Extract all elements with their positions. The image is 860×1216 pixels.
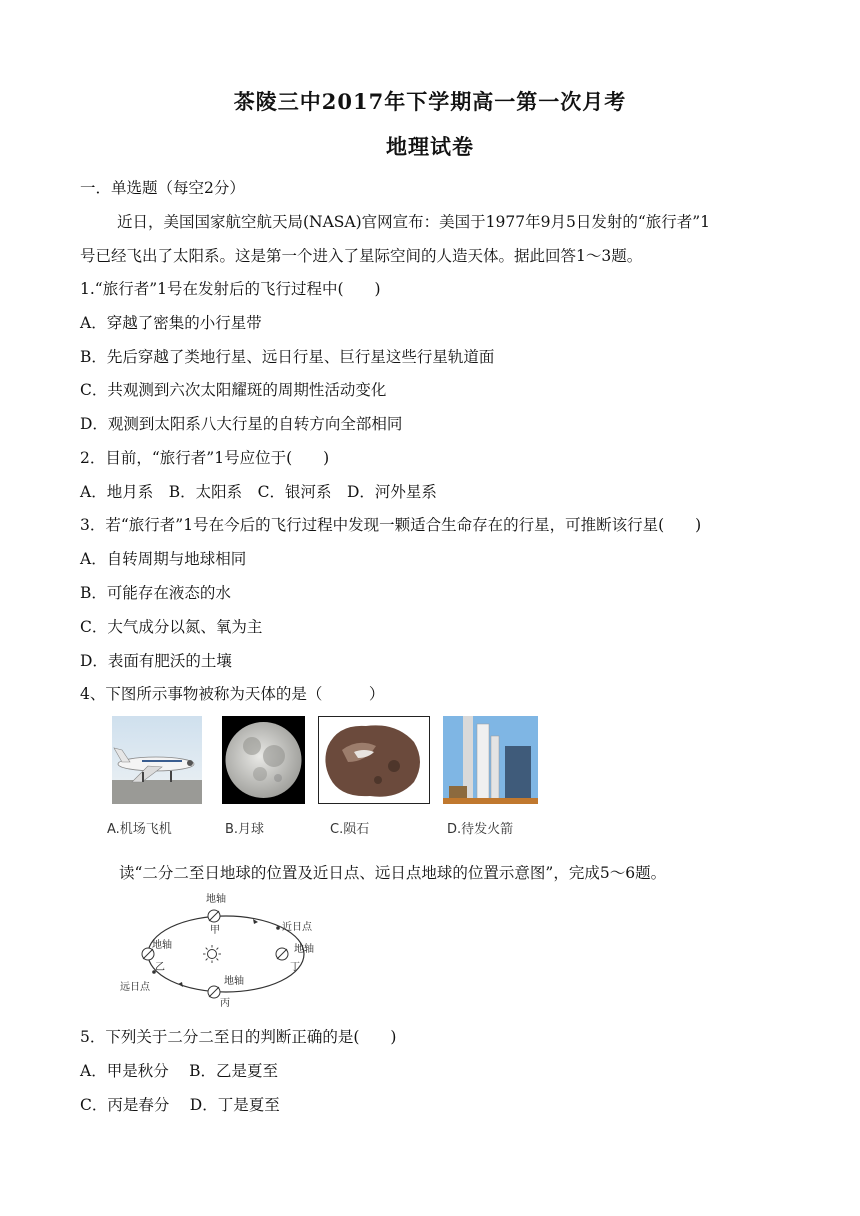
sun-icon (203, 945, 221, 963)
label-axis-top: 地轴 (206, 894, 226, 905)
label-axis-bottom: 地轴 (224, 976, 244, 987)
passage-line-2: 号已经飞出了太阳系。这是第一个进入了星际空间的人造天体。据此回答1～3题。 (80, 247, 643, 265)
label-axis-right: 地轴 (294, 944, 314, 955)
question-1-option-b: B．先后穿越了类地行星、远日行星、巨行星这些行星轨道面 (80, 348, 495, 366)
question-1-option-d: D．观测到太阳系八大行星的自转方向全部相同 (80, 415, 403, 433)
rocket-photo (443, 716, 538, 804)
question-5-options-row-2: C．丙是春分 D．丁是夏至 (80, 1096, 280, 1114)
question-5-stem: 5．下列关于二分二至日的判断正确的是( ) (80, 1028, 397, 1046)
caption-moon: B.月球 (225, 822, 265, 837)
diagram-intro: 读“二分二至日地球的位置及近日点、远日点地球的位置示意图”，完成5～6题。 (119, 864, 667, 882)
exam-subtitle: 地理试卷 (386, 134, 474, 159)
question-3-option-b: B．可能存在液态的水 (80, 584, 231, 602)
question-3-option-d: D．表面有肥沃的土壤 (80, 652, 232, 670)
question-3-option-a: A．自转周期与地球相同 (80, 550, 247, 568)
question-2-stem: 2．目前，“旅行者”1号应位于( ) (80, 449, 330, 467)
question-5-options-row-1: A．甲是秋分 B．乙是夏至 (80, 1062, 279, 1080)
question-1-option-a: A．穿越了密集的小行星带 (80, 314, 262, 332)
question-2-options: A．地月系 B．太阳系 C．银河系 D．河外星系 (80, 483, 437, 501)
question-3-stem: 3．若“旅行者”1号在今后的飞行过程中发现一颗适合生命存在的行星，可推断该行星( ) (80, 516, 702, 534)
moon-photo (222, 716, 305, 804)
meteorite-photo (318, 716, 430, 804)
label-axis-left: 地轴 (152, 940, 172, 951)
question-4-stem: 4、下图所示事物被称为天体的是（ ） (80, 685, 385, 703)
caption-rocket: D.待发火箭 (447, 822, 514, 837)
question-1-option-c: C．共观测到六次太阳耀斑的周期性活动变化 (80, 381, 387, 399)
label-yi: 乙 (155, 962, 165, 973)
label-jia: 甲 (210, 925, 220, 936)
question-1-stem: 1.“旅行者”1号在发射后的飞行过程中( ) (80, 280, 381, 298)
orbit-diagram (108, 888, 338, 1008)
exam-title: 茶陵三中2017年下学期高一第一次月考 (233, 89, 627, 114)
label-aphelion: 远日点 (120, 982, 150, 993)
section-heading: 一．单选题（每空2分） (80, 179, 245, 197)
passage-line-1: 近日，美国国家航空航天局(NASA)官网宣布：美国于1977年9月5日发射的“旅行者”1 (117, 213, 711, 231)
caption-meteorite: C.陨石 (330, 822, 370, 837)
airplane-photo (112, 716, 202, 804)
question-3-option-c: C．大气成分以氮、氧为主 (80, 618, 263, 636)
caption-airplane: A.机场飞机 (107, 822, 172, 837)
label-bing: 丙 (220, 998, 230, 1008)
label-ding: 丁 (290, 962, 300, 973)
label-perihelion: 近日点 (282, 922, 312, 933)
